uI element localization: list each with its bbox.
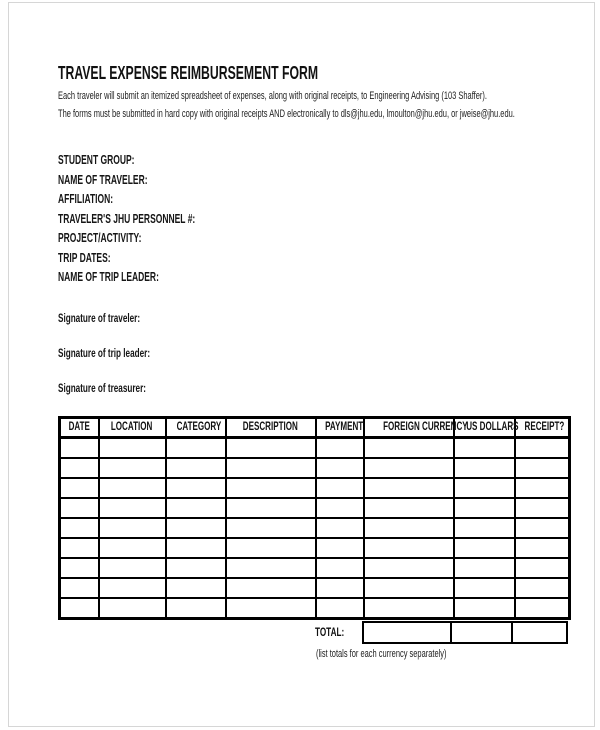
field-label: NAME OF TRAVELER: [58,172,148,187]
intro-paragraph [58,88,570,123]
table-row [60,437,570,458]
field-label: STUDENT GROUP: [58,153,135,167]
table-cell [316,498,364,518]
table-cell [316,598,364,619]
table-cell [226,578,316,598]
table-cell [60,598,99,619]
total-cells [362,621,568,644]
table-row [60,598,570,619]
table-cell [226,558,316,578]
table-cell [316,518,364,538]
table-cell [454,498,515,518]
expense-table [58,416,571,620]
table-cell [60,578,99,598]
total-cell-us-dollars [452,621,513,644]
column-header-date: DATE [60,417,99,437]
table-cell [60,518,99,538]
column-header-category: CATEGORY [166,417,226,437]
signature-of-traveler [58,311,570,346]
table-cell [99,538,166,558]
table-cell [364,458,454,478]
table-cell [454,578,515,598]
table-cell [226,498,316,518]
table-cell [515,458,570,478]
field-jhu-personnel-number [58,212,570,232]
total-label: TOTAL: [315,624,345,639]
table-cell [364,478,454,498]
table-cell [99,458,166,478]
field-label: TRAVELER'S JHU PERSONNEL #: [58,211,196,226]
page-title [58,64,570,82]
table-cell [454,538,515,558]
table-row [60,478,570,498]
intro-line-1: Each traveler will submit an itemized spreadsheet of expenses, along with original receipts, to Engineering Advising (103 Shaffer). [58,90,487,102]
form-fields [58,153,570,290]
table-cell [166,518,226,538]
column-header-payment: PAYMENT [316,417,364,437]
table-cell [364,518,454,538]
table-cell [99,598,166,619]
table-cell [99,518,166,538]
total-row [58,621,570,644]
field-trip-dates [58,251,570,271]
table-cell [364,437,454,458]
table-cell [316,578,364,598]
table-cell [166,578,226,598]
table-cell [316,538,364,558]
signature-section [58,311,570,416]
field-project-activity [58,231,570,251]
table-cell [515,578,570,598]
table-cell [515,498,570,518]
table-cell [60,437,99,458]
total-cell-receipt [513,621,568,644]
field-label: AFFILIATION: [58,192,114,206]
page-title-text: TRAVEL EXPENSE REIMBURSEMENT FORM [58,63,319,83]
table-cell [226,478,316,498]
column-header-receipt: RECEIPT? [515,417,570,437]
document-page [8,2,595,727]
column-header-foreign-currency: FOREIGN CURRENCY [364,417,454,437]
signature-label: Signature of treasurer: [58,380,146,395]
table-cell [226,458,316,478]
table-cell [166,558,226,578]
signature-of-treasurer [58,381,570,416]
table-cell [316,478,364,498]
table-cell [364,498,454,518]
table-cell [515,518,570,538]
table-row [60,538,570,558]
table-cell [316,458,364,478]
column-header-us-dollars: US DOLLARS [454,417,515,437]
table-row [60,498,570,518]
table-cell [99,498,166,518]
signature-of-trip-leader [58,346,570,381]
table-cell [226,518,316,538]
table-cell [60,458,99,478]
table-cell [166,598,226,619]
total-cell-foreign-currency [362,621,452,644]
table-row [60,578,570,598]
table-cell [364,538,454,558]
table-cell [60,558,99,578]
table-cell [166,437,226,458]
expense-table-body [60,437,570,618]
expense-table-header [60,417,570,437]
table-cell [454,558,515,578]
field-student-group [58,153,570,173]
table-cell [226,437,316,458]
table-cell [60,478,99,498]
field-affiliation [58,192,570,212]
field-label: NAME OF TRIP LEADER: [58,270,159,284]
table-cell [99,478,166,498]
table-cell [166,498,226,518]
table-cell [166,458,226,478]
table-row [60,558,570,578]
table-cell [166,538,226,558]
table-cell [515,538,570,558]
signature-label: Signature of trip leader: [58,345,151,360]
table-cell [454,478,515,498]
table-cell [454,458,515,478]
field-label: PROJECT/ACTIVITY: [58,231,142,245]
table-cell [99,558,166,578]
document-content [58,3,570,660]
table-cell [364,558,454,578]
table-cell [364,598,454,619]
field-label: TRIP DATES: [58,250,111,265]
header-row [60,417,570,437]
table-cell [166,478,226,498]
intro-line-2: The forms must be submitted in hard copy with original receipts AND electronically to dls@jhu.edu, lmoulton@jhu.edu, or jweise@jhu.edu. [58,107,515,120]
table-cell [60,538,99,558]
table-cell [226,538,316,558]
table-cell [226,598,316,619]
column-header-description: DESCRIPTION [226,417,316,437]
table-cell [364,578,454,598]
field-name-of-traveler [58,173,570,193]
table-row [60,518,570,538]
field-name-of-trip-leader [58,270,570,290]
table-cell [99,578,166,598]
table-cell [99,437,166,458]
table-row [60,458,570,478]
table-cell [454,437,515,458]
table-cell [515,558,570,578]
table-cell [515,598,570,619]
signature-label: Signature of traveler: [58,310,141,325]
total-note: (list totals for each currency separately) [316,647,447,660]
table-cell [454,598,515,619]
table-cell [60,498,99,518]
table-cell [515,478,570,498]
table-cell [316,558,364,578]
table-cell [515,437,570,458]
table-cell [454,518,515,538]
column-header-location: LOCATION [99,417,166,437]
table-cell [316,437,364,458]
